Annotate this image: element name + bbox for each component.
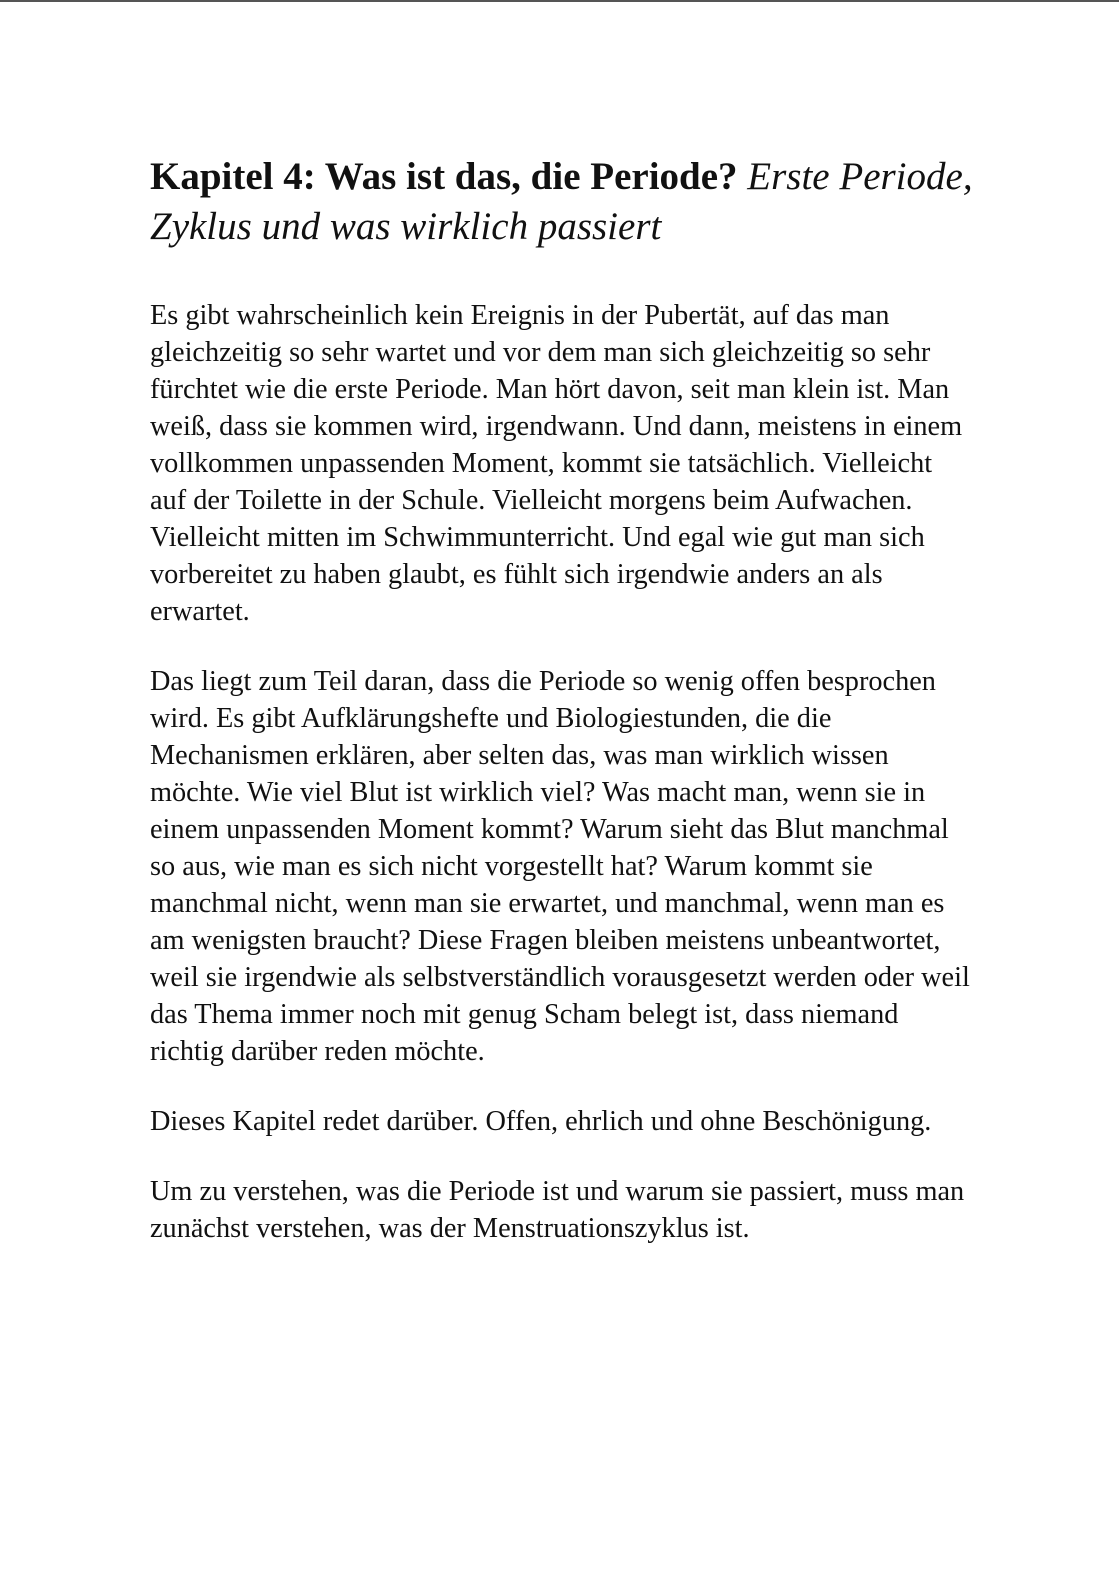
chapter-title: Kapitel 4: Was ist das, die Periode?: [150, 155, 738, 198]
chapter-heading: [150, 152, 975, 252]
body-paragraph-4: Um zu verstehen, was die Periode ist und warum sie passiert, muss man zunächst verstehen, was der Menstruationszyklus ist.: [150, 1176, 965, 1244]
body-paragraph-3: Dieses Kapitel redet darüber. Offen, ehrlich und ohne Beschönigung.: [150, 1106, 932, 1137]
document-page: [150, 152, 975, 1280]
body-paragraph-2: Das liegt zum Teil daran, dass die Periode so wenig offen besprochen wird. Es gibt Aufklärungshefte und Biologiestunden, die die Mechanismen erklären, aber selten das, was man wirklich wissen möchte. Wie viel Blut ist wirklich viel? Was macht man, wenn sie in einem unpassenden Moment kommt? Warum sieht das Blut manchmal so aus, wie man es sich nicht vorgestellt hat? Warum kommt sie manchmal nicht, wenn man sie erwartet, und manchmal, wenn man es am wenigsten braucht? Diese Fragen bleiben meistens unbeantwortet, weil sie irgendwie als selbstverständlich vorausgesetzt werden oder weil das Thema immer noch mit genug Scham belegt ist, dass niemand richtig darüber reden möchte.: [150, 666, 970, 1067]
body-paragraph-1: Es gibt wahrscheinlich kein Ereignis in der Pubertät, auf das man gleichzeitig so sehr wartet und vor dem man sich gleichzeitig so sehr fürchtet wie die erste Periode. Man hört davon, seit man klein ist. Man weiß, dass sie kommen wird, irgendwann. Und dann, meistens in einem vollkommen unpassenden Moment, kommt sie tatsächlich. Vielleicht auf der Toilette in der Schule. Vielleicht morgens beim Aufwachen. Vielleicht mitten im Schwimmunterricht. Und egal wie gut man sich vorbereitet zu haben glaubt, es fühlt sich irgendwie anders an als erwartet.: [150, 300, 963, 627]
page-top-border: [0, 0, 1119, 2]
chapter-subtitle: Erste Periode, Zyklus und was wirklich passiert: [150, 155, 973, 248]
